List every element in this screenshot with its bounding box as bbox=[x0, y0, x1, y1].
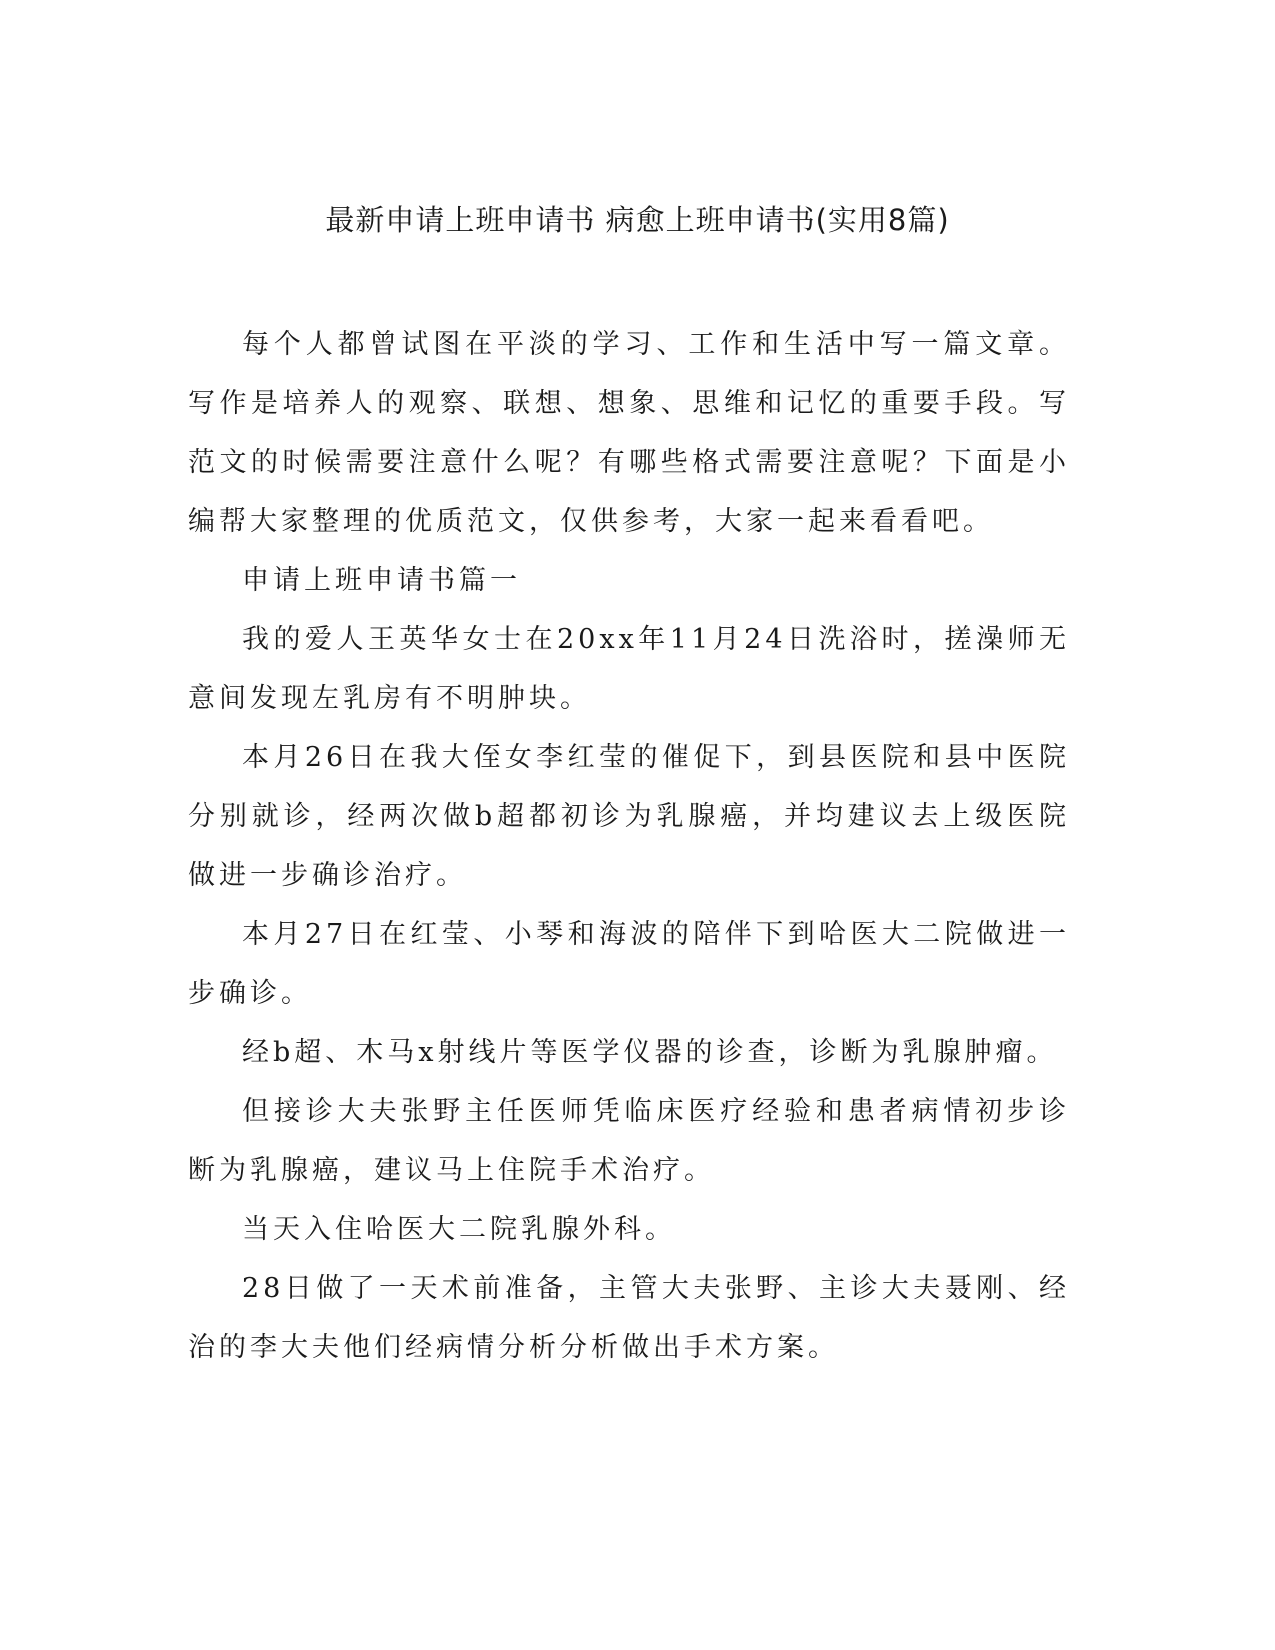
intro-paragraph: 每个人都曾试图在平淡的学习、工作和生活中写一篇文章。写作是培养人的观察、联想、想象、思维和记忆的重要手段。写范文的时候需要注意什么呢？有哪些格式需要注意呢？下面是小编帮大家整理的优质范文，仅供参考，大家一起来看看吧。 bbox=[188, 329, 1070, 537]
body-paragraph: 当天入住哈医大二院乳腺外科。 bbox=[242, 1214, 676, 1245]
body-paragraph: 经b超、木马x射线片等医学仪器的诊查，诊断为乳腺肿瘤。 bbox=[242, 1037, 1058, 1068]
section-heading: 申请上班申请书篇一 bbox=[242, 565, 521, 596]
document-title: 最新申请上班申请书 病愈上班申请书(实用8篇) bbox=[325, 203, 950, 237]
body-paragraph: 本月27日在红莹、小琴和海波的陪伴下到哈医大二院做进一步确诊。 bbox=[188, 919, 1070, 1009]
body-paragraph: 28日做了一天术前准备，主管大夫张野、主诊大夫聂刚、经治的李大夫他们经病情分析分析做出手术方案。 bbox=[188, 1273, 1070, 1363]
body-paragraph: 本月26日在我大侄女李红莹的催促下，到县医院和县中医院分别就诊，经两次做b超都初诊为乳腺癌，并均建议去上级医院做进一步确诊治疗。 bbox=[188, 742, 1070, 891]
body-paragraph: 我的爱人王英华女士在20xx年11月24日洗浴时，搓澡师无意间发现左乳房有不明肿块。 bbox=[188, 624, 1070, 714]
body-paragraph: 但接诊大夫张野主任医师凭临床医疗经验和患者病情初步诊断为乳腺癌，建议马上住院手术治疗。 bbox=[188, 1096, 1070, 1186]
document-body bbox=[188, 315, 1070, 1377]
